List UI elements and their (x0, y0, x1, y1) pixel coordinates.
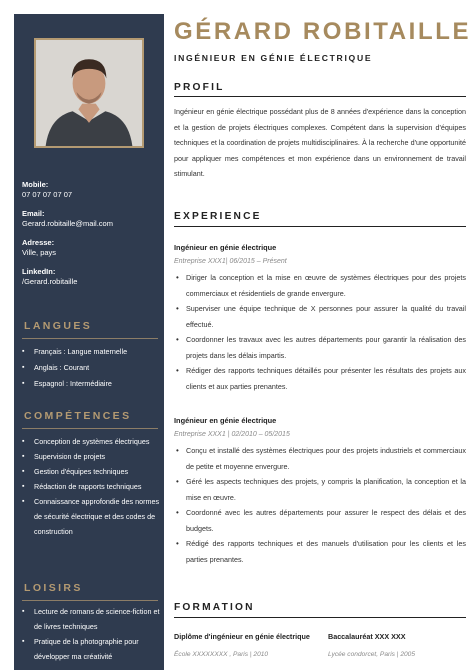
job-bullet: • Rédiger des rapports techniques détaillés pour présenter les résultats des projets aux clients et aux parties prenantes. (174, 363, 466, 394)
mobile-value: 07 07 07 07 07 (22, 190, 73, 199)
experience-divider (174, 226, 466, 227)
job-bullet: • Rédigé des rapports techniques et des manuels d'utilisation pour les clients et les parties prenantes. (174, 536, 466, 567)
hobbies-divider (22, 600, 158, 601)
job-2-title: Ingénieur en génie électrique (174, 416, 277, 425)
job-2-meta: Entreprise XXX1 | 02/2010 – 05/2015 (174, 431, 290, 438)
contact-email (22, 209, 160, 229)
skills-heading: COMPÉTENCES (24, 410, 132, 422)
sidebar (14, 14, 164, 670)
skill-item: ▪ Rédaction de rapports techniques (22, 479, 160, 494)
address-value: Ville, pays (22, 248, 57, 257)
job-bullet: • Coordonné avec les autres départements pour assurer le respect des délais et des budgets. (174, 505, 466, 536)
education-1-title: Diplôme d'ingénieur en génie électrique (174, 632, 310, 641)
skill-item: ▪ Gestion d'équipes techniques (22, 464, 160, 479)
contact-mobile (22, 180, 160, 200)
languages-list (22, 344, 160, 392)
job-title-header: INGÉNIEUR EN GÉNIE ÉLECTRIQUE (174, 53, 373, 63)
job-bullet: • Superviser une équipe technique de X personnes pour assurer la qualité du travail effectué. (174, 301, 466, 332)
job-bullet: • Diriger la conception et la mise en œuvre de systèmes électriques pour des projets commerciaux et résidentiels de grande envergure. (174, 270, 466, 301)
profile-photo (34, 38, 144, 148)
profile-photo-image (36, 40, 142, 146)
candidate-name: GÉRARD ROBITAILLE (174, 18, 472, 45)
job-1-bullets (174, 270, 466, 394)
experience-heading: EXPERIENCE (174, 211, 262, 222)
profile-text: Ingénieur en génie électrique possédant plus de 8 années d'expérience dans la conception et la gestion de projets électriques complexes. Compétent dans la supervision d'équipes techniques et la coordination de projets multidisciplinaires. À la recherche d'une opportunité pour appliquer mes compétences et mon expérience dans un environnement de travail stimulant. (174, 107, 466, 178)
hobbies-list (22, 604, 160, 664)
job-1-title: Ingénieur en génie électrique (174, 243, 277, 252)
job-bullet: • Coordonner les travaux avec les autres départements pour garantir la réalisation des projets dans les délais impartis. (174, 332, 466, 363)
education-heading: FORMATION (174, 602, 255, 613)
job-bullet: • Conçu et installé des systèmes électriques pour des projets industriels et commerciaux de petite et moyenne envergure. (174, 443, 466, 474)
profile-divider (174, 96, 466, 97)
job-1-meta: Entreprise XXX1| 06/2015 – Présent (174, 258, 287, 265)
education-divider (174, 617, 466, 618)
education-1-meta: École XXXXXXXX , Paris | 2010 (174, 651, 269, 658)
skill-item: ▪ Connaissance approfondie des normes de sécurité électrique et des codes de construction (22, 494, 160, 539)
skill-item: ▪ Conception de systèmes électriques (22, 434, 160, 449)
skill-item: ▪ Supervision de projets (22, 449, 160, 464)
contact-address (22, 238, 160, 258)
contact-linkedin (22, 267, 160, 287)
linkedin-value[interactable]: /Gerard.robitaille (22, 277, 78, 286)
hobbies-heading: LOISIRS (24, 582, 83, 594)
email-label: Email: (22, 209, 45, 218)
linkedin-label: LinkedIn: (22, 267, 56, 276)
education-2-title: Baccalauréat XXX XXX (328, 632, 406, 641)
skills-divider (22, 428, 158, 429)
language-item: ▪ Anglais : Courant (22, 360, 160, 376)
hobby-item: ▪ Lecture de romans de science-fiction et de livres techniques (22, 604, 160, 634)
contact-section (22, 180, 160, 296)
languages-divider (22, 338, 158, 339)
language-item: ▪ Français : Langue maternelle (22, 344, 160, 360)
hobby-item: ▪ Pratique de la photographie pour développer ma créativité (22, 634, 160, 664)
job-2-bullets (174, 443, 466, 567)
education-2-meta: Lycée condorcet, Paris | 2005 (328, 651, 415, 658)
profile-heading: PROFIL (174, 82, 225, 93)
email-value[interactable]: Gerard.robitaille@mail.com (22, 219, 113, 228)
job-bullet: • Géré les aspects techniques des projets, y compris la planification, la conception et la mise en œuvre. (174, 474, 466, 505)
address-label: Adresse: (22, 238, 55, 247)
mobile-label: Mobile: (22, 180, 49, 189)
language-item: ▪ Espagnol : Intermédiaire (22, 376, 160, 392)
languages-heading: LANGUES (24, 320, 93, 332)
skills-list (22, 434, 160, 539)
